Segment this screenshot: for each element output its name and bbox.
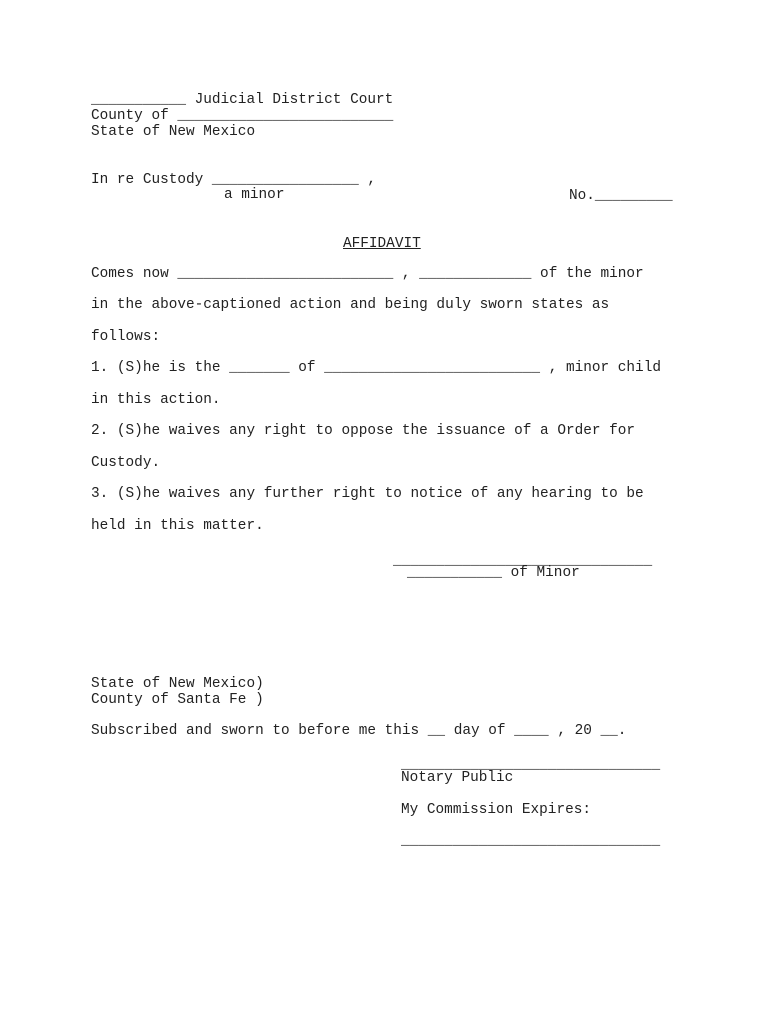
- jurat-state: State of New Mexico): [91, 676, 264, 692]
- item-1-line-1: 1. (S)he is the _______ of _________________________ , minor child: [91, 360, 661, 376]
- body-line-1: Comes now _________________________ , _____________ of the minor: [91, 266, 644, 282]
- state-line: State of New Mexico: [91, 124, 256, 140]
- notary-signature-line: ______________________________: [401, 757, 661, 773]
- commission-expires-line: ______________________________: [401, 833, 661, 849]
- signature-line: ______________________________: [393, 553, 653, 569]
- county-line: County of _________________________: [91, 108, 394, 124]
- court-line: ___________ Judicial District Court: [91, 92, 394, 108]
- item-3-line-2: held in this matter.: [91, 518, 264, 534]
- notary-public-label: Notary Public: [401, 770, 514, 786]
- commission-expires-label: My Commission Expires:: [401, 802, 591, 818]
- signature-label: ___________ of Minor: [407, 565, 580, 581]
- item-2-line-1: 2. (S)he waives any right to oppose the issuance of a Order for: [91, 423, 636, 439]
- item-2-line-2: Custody.: [91, 455, 161, 471]
- body-line-3: follows:: [91, 329, 161, 345]
- case-number: No._________: [569, 188, 673, 204]
- jurat-county: County of Santa Fe ): [91, 692, 264, 708]
- body-line-2: in the above-captioned action and being duly sworn states as: [91, 297, 610, 313]
- jurat-sworn-line: Subscribed and sworn to before me this __ day of ____ , 20 __.: [91, 723, 627, 739]
- in-re-custody-line: In re Custody _________________ ,: [91, 172, 376, 188]
- item-1-line-2: in this action.: [91, 392, 221, 408]
- document-title: AFFIDAVIT: [343, 236, 421, 252]
- item-3-line-1: 3. (S)he waives any further right to notice of any hearing to be: [91, 486, 644, 502]
- minor-label: a minor: [224, 187, 285, 203]
